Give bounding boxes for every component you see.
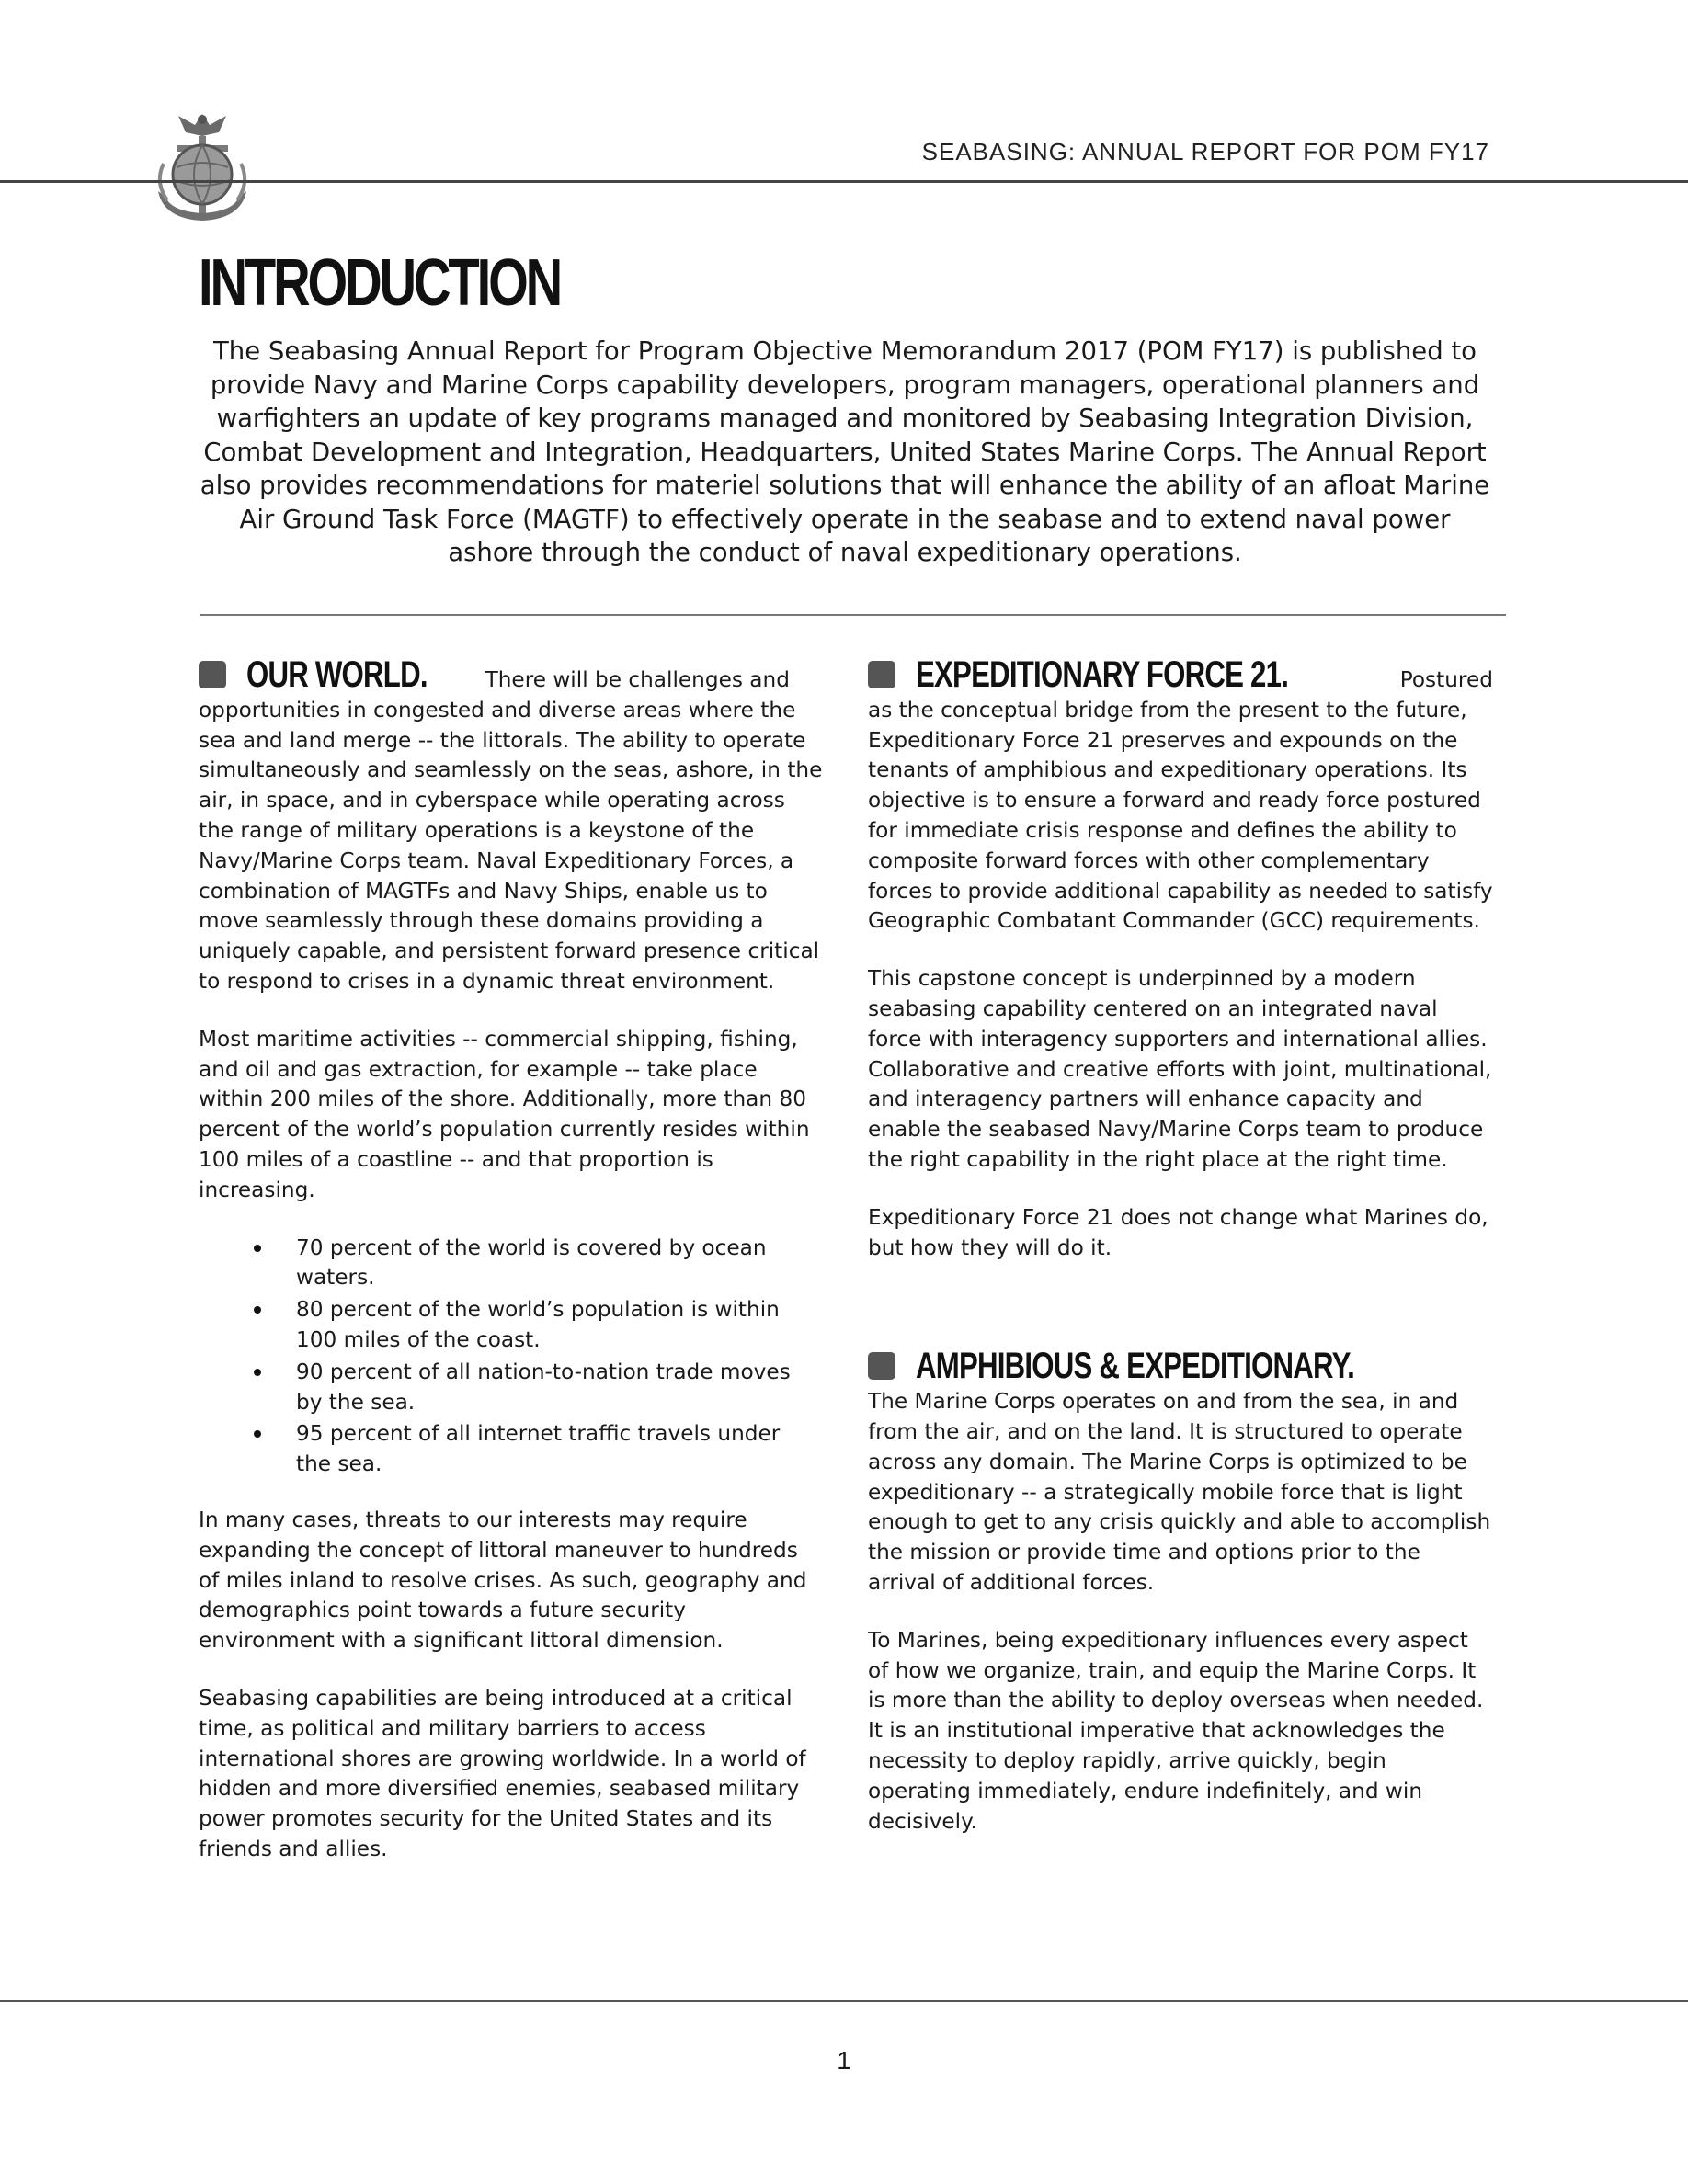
right-column xyxy=(868,654,1493,1864)
footer-divider xyxy=(0,2000,1688,2002)
ef21-heading: EXPEDITIONARY FORCE 21. xyxy=(916,654,1289,695)
section-bullet-square-icon xyxy=(199,661,226,688)
amphibious-heading-line xyxy=(868,1346,1478,1387)
list-item: 90 percent of all nation-to-nation trade moves by the sea. xyxy=(296,1358,824,1418)
amphibious-section xyxy=(868,1346,1493,1598)
seabasing-capabilities-paragraph: Seabasing capabilities are being introduced at a critical time, as political and military barriers to access international shores are growing worldwide. In a world of hidden and more diversified enemies, seabased military power promotes security for the United States and its friends and allies. xyxy=(199,1685,806,1861)
intro-paragraph: The Seabasing Annual Report for Program Objective Memorandum 2017 (POM FY17) is published to provide Navy and Marine Corps capability developers, program managers, operational planners and warfighters an update of key programs managed and monitored by Seabasing Integration Division, Combat Development and Integration, Headquarters, United States Marine Corps. The Annual Report also provides recommendations for materiel solutions that will enhance the ability of an afloat Marine Air Ground Task Force (MAGTF) to effectively operate in the seabase and to extend naval power ashore through the conduct of naval expeditionary operations. xyxy=(200,336,1490,567)
section-bullet-square-icon xyxy=(868,1352,895,1380)
list-item: 80 percent of the world’s population is within 100 miles of the coast. xyxy=(296,1295,824,1356)
amphibious-heading: AMPHIBIOUS & EXPEDITIONARY. xyxy=(916,1346,1355,1387)
page-number: 1 xyxy=(837,2046,851,2075)
statistics-list xyxy=(199,1234,824,1480)
our-world-text: There will be challenges and opportunities in congested and diverse areas where the sea and land merge -- the littorals. The ability to operate simultaneously and seamlessly on the seas, ashore, in the air, in space, and in cyberspace while operating across the range of military operations is a keystone of the Navy/Marine Corps team. Naval Expeditionary Forces, a combination of MAGTFs and Navy Ships, enable us to move seamlessly through these domains providing a uniquely capable, and persistent forward presence critical to respond to crises in a dynamic threat environment. xyxy=(199,667,823,994)
usmc-emblem-icon xyxy=(145,108,259,226)
ef21-text: Postured as the conceptual bridge from the present to the future, Expeditionary Force 21 preserves and expounds on the tenants of amphibious and expeditionary operations. Its objective is to ensure a forward and ready force postured for immediate crisis response and defines the ability to composite forward forces with other complementary forces to provide additional capability as needed to satisfy Geographic Combatant Commander (GCC) requirements. xyxy=(868,667,1493,934)
section-bullet-square-icon xyxy=(868,661,895,688)
left-column xyxy=(199,654,824,1893)
maritime-paragraph: Most maritime activities -- commercial shipping, fishing, and oil and gas extraction, for example -- take place within 200 miles of the shore. Additionally, more than 80 percent of the world’s population currently resides within 100 miles of a coastline -- and that proportion is increasing. xyxy=(199,1026,810,1202)
expeditionary-paragraph: To Marines, being expeditionary influences every aspect of how we organize, train, and equip the Marine Corps. It is more than the ability to deploy overseas when needed. It is an institutional imperative that acknowledges the necessity to deploy rapidly, arrive quickly, begin operating immediately, endure indefinitely, and win decisively. xyxy=(868,1627,1484,1834)
ef21-summary-paragraph: Expeditionary Force 21 does not change what Marines do, but how they will do it. xyxy=(868,1204,1488,1260)
capstone-paragraph: This capstone concept is underpinned by a modern seabasing capability centered on an integrated naval force with interagency supporters and international allies. Collaborative and creative efforts with joint, multinational, and interagency partners will enhance capacity and enable the seabased Navy/Marine Corps team to produce the right capability in the right place at the right time. xyxy=(868,966,1492,1172)
our-world-heading: OUR WORLD. xyxy=(246,654,428,695)
amphibious-text: The Marine Corps operates on and from the sea, in and from the air, and on the land. It is structured to operate across any domain. The Marine Corps is optimized to be expeditionary -- a strategically mobile force that is light enough to get to any crisis quickly and able to accomplish the mission or provide time and options prior to the arrival of additional forces. xyxy=(868,1389,1491,1595)
list-item: 95 percent of all internet traffic travels under the sea. xyxy=(296,1419,824,1480)
ef21-heading-line xyxy=(868,654,1400,695)
ef21-section xyxy=(868,654,1493,937)
threats-paragraph: In many cases, threats to our interests may require expanding the concept of littoral maneuver to hundreds of miles inland to resolve crises. As such, geography and demographics point towards a future security environment with a significant littoral dimension. xyxy=(199,1507,807,1654)
section-divider xyxy=(200,614,1506,616)
header-title: SEABASING: ANNUAL REPORT FOR POM FY17 xyxy=(921,138,1489,165)
our-world-section xyxy=(199,654,824,997)
header-divider xyxy=(0,180,1688,183)
our-world-heading-line xyxy=(199,654,485,695)
list-item: 70 percent of the world is covered by ocean waters. xyxy=(296,1234,824,1294)
page-title: INTRODUCTION xyxy=(199,246,561,320)
